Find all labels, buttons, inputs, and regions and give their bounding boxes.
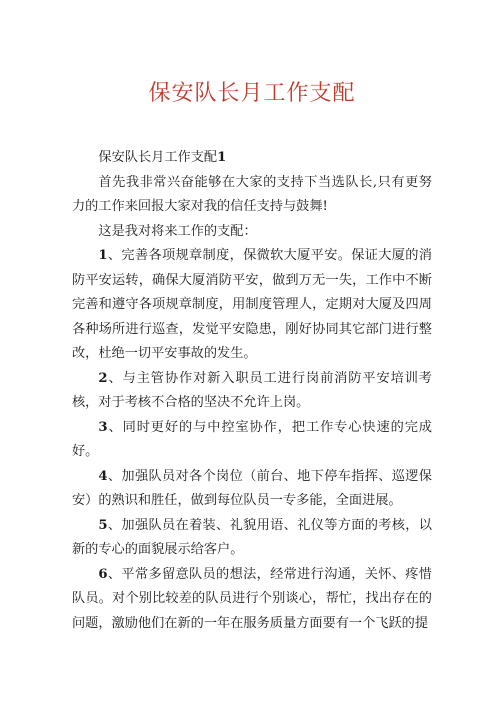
paragraph [72, 514, 432, 563]
paragraph [72, 171, 432, 220]
paragraph-text: 首先我非常兴奋能够在大家的支持下当选队长,只有更努力的工作来回报大家对我的信任支持与鼓舞! [72, 174, 432, 214]
paragraph [72, 563, 432, 637]
paragraph-text: 这是我对将来工作的支配： [98, 223, 257, 239]
paragraph-text: 、加强队员对各个岗位（前台、地下停车指挥、巡逻保安）的熟识和胜任，做到每位队员一专多能，全面进展。 [72, 468, 432, 508]
paragraph [72, 367, 432, 416]
paragraph-number: 1 [98, 248, 108, 263]
document-subheading [72, 146, 432, 171]
paragraph-text: 、与主管协作对新入职员工进行岗前消防平安培训考核，对于考核不合格的坚决不允许上岗。 [72, 370, 432, 410]
paragraph-number: 3 [98, 419, 108, 435]
paragraph-text: 、加强队员在着装、礼貌用语、礼仪等方面的考核，以新的专心的面貌展示给客户。 [72, 517, 432, 557]
paragraph [72, 465, 432, 514]
paragraph-number: 5 [98, 517, 108, 533]
paragraph [72, 220, 432, 245]
subheading-number: 1 [217, 150, 227, 165]
paragraph-text: 、同时更好的与中控室协作，把工作专心快速的完成好。 [72, 419, 432, 459]
paragraph [72, 416, 432, 465]
document-body [72, 146, 432, 636]
paragraph-number: 2 [98, 370, 108, 386]
paragraph [72, 244, 432, 367]
paragraph-number: 6 [98, 566, 108, 582]
document-title: 保安队长月工作支配 [148, 81, 356, 106]
subheading-text: 保安队长月工作支配 [98, 150, 218, 165]
paragraph-text: 、平常多留意队员的想法，经常进行沟通，关怀、疼惜队员。对个别比较差的队员进行个别谈心，帮忙，找出存在的问题，激励他们在新的一年在服务质量方面要有一个飞跃的提 [72, 566, 432, 631]
paragraph-number: 4 [98, 468, 108, 484]
paragraph-text: 、完善各项规章制度，保微软大厦平安。保证大厦的消防平安运转，确保大厦消防平安，做到万无一失，工作中不断完善和遵守各项规章制度，用制度管理人，定期对大厦及四周各种场所进行巡查，发觉平安隐患，刚好协同其它部门进行整改，杜绝一切平安事故的发生。 [72, 248, 432, 361]
